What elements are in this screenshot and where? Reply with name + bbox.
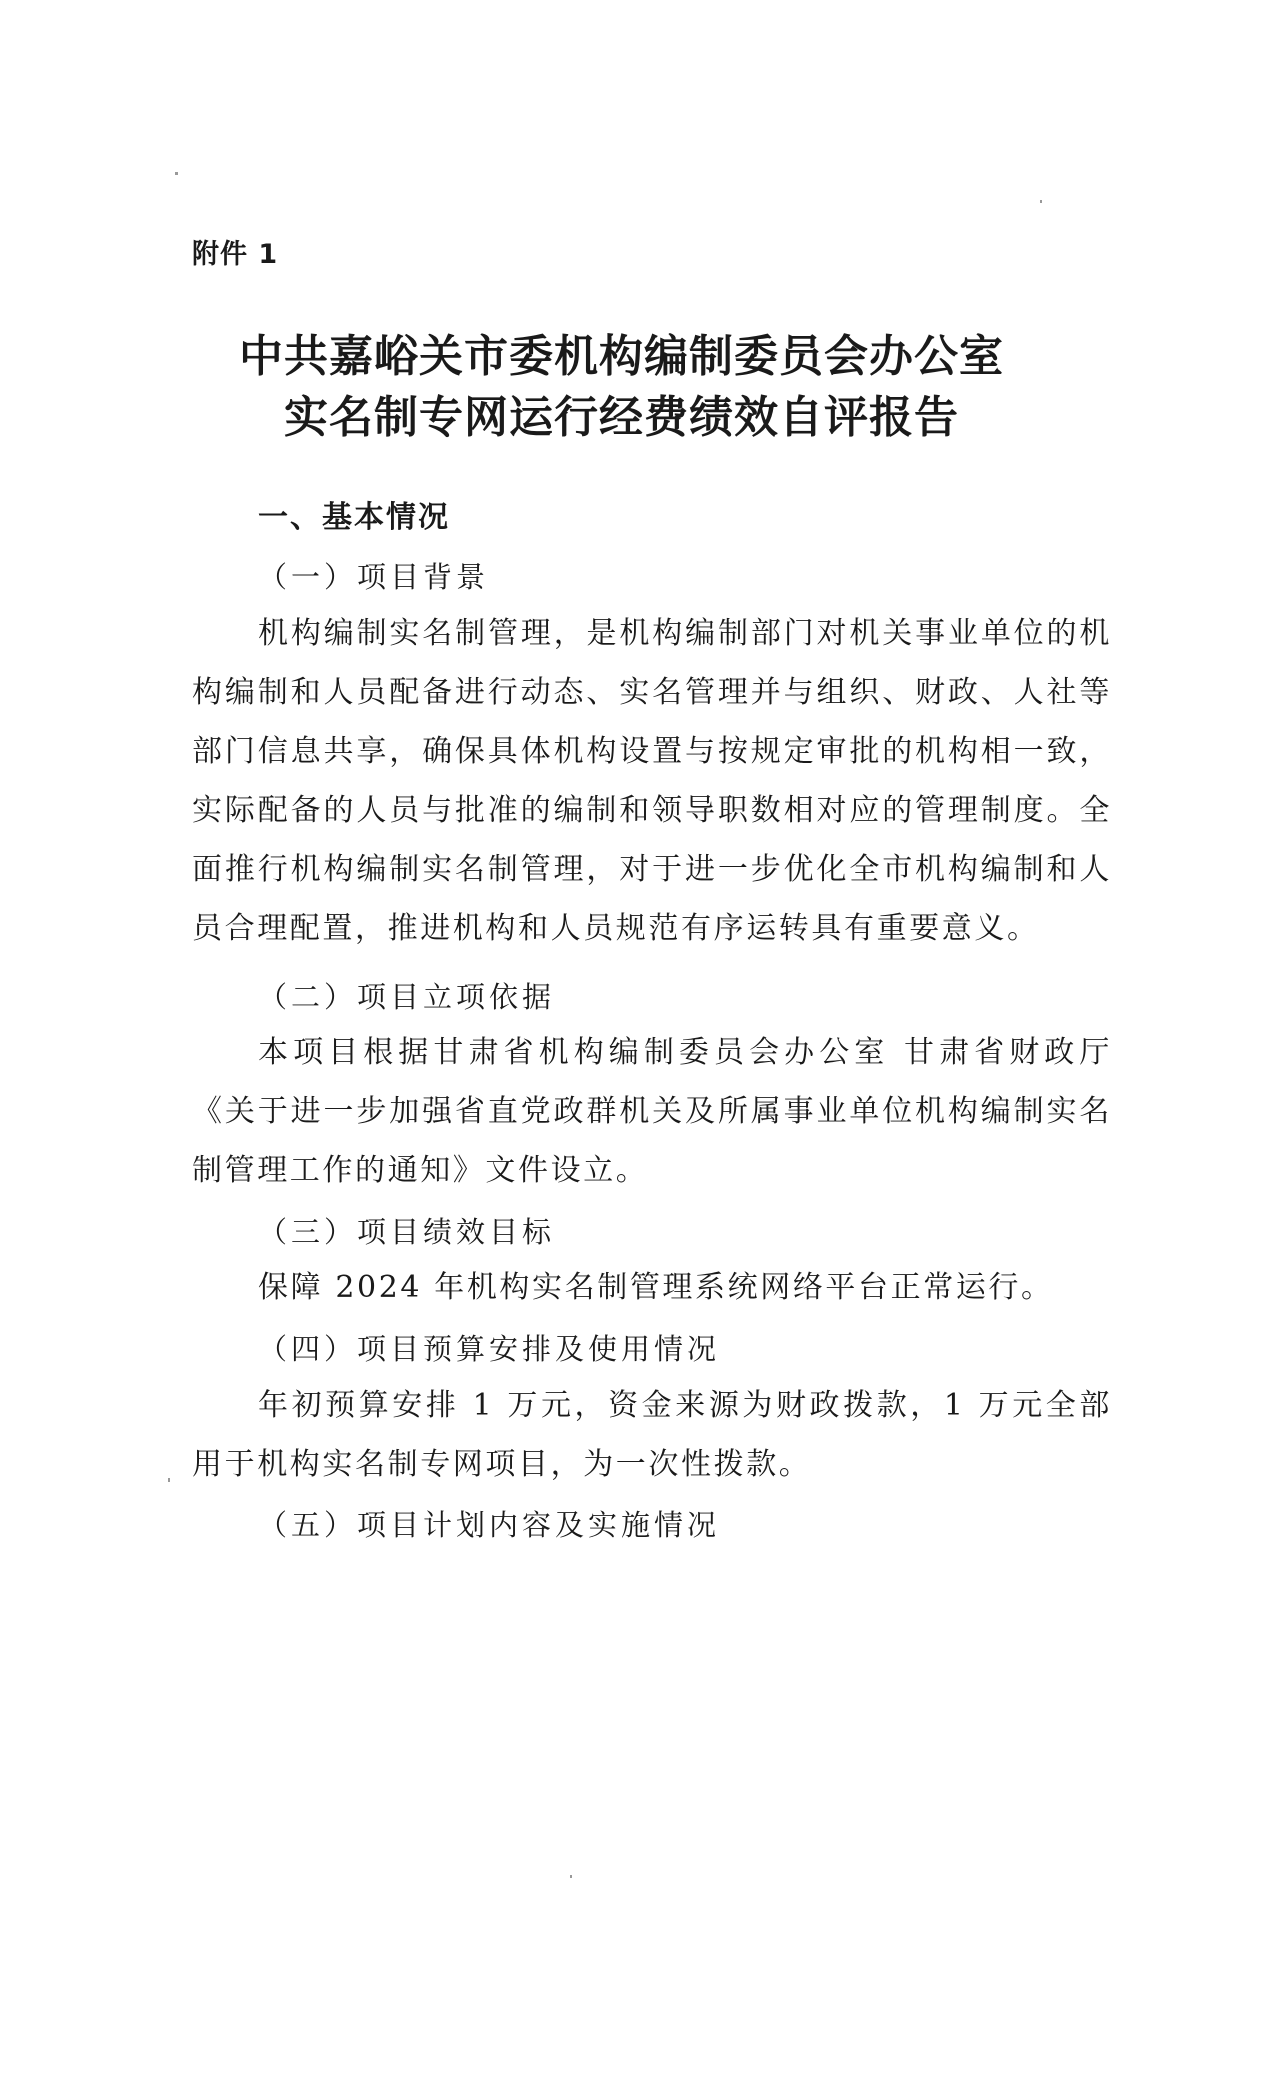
subheading-project-basis: （二）项目立项依据 — [258, 980, 556, 1014]
scan-speck — [168, 1478, 170, 1482]
scan-speck — [1040, 200, 1042, 203]
report-title-line-1: 中共嘉峪关市委机构编制委员会办公室 — [239, 331, 1004, 382]
scan-speck — [570, 1875, 572, 1878]
attachment-label: 附件 1 — [192, 239, 279, 270]
subheading-budget-usage: （四）项目预算安排及使用情况 — [258, 1332, 721, 1366]
subheading-performance-goal: （三）项目绩效目标 — [258, 1215, 556, 1249]
paragraph-performance-goal: 保障 2024 年机构实名制管理系统网络平台正常运行。 — [258, 1270, 1054, 1305]
section-heading-basic-info: 一、基本情况 — [258, 500, 450, 535]
subheading-project-background: （一）项目背景 — [258, 560, 490, 594]
paragraph-budget-usage: 年初预算安排 1 万元，资金来源为财政拨款，1 万元全部用于机构实名制专网项目，为一次性拨款。 — [192, 1388, 1112, 1482]
paragraph-project-background: 机构编制实名制管理，是机构编制部门对机关事业单位的机构编制和人员配备进行动态、实名管理并与组织、财政、人社等部门信息共享，确保具体机构设置与按规定审批的机构相一致，实际配备的人员与批准的编制和领导职数相对应的管理制度。全面推行机构编制实名制管理，对于进一步优化全市机构编制和人员合理配置，推进机构和人员规范有序运转具有重要意义。 — [192, 616, 1112, 946]
subheading-plan-implementation: （五）项目计划内容及实施情况 — [258, 1508, 721, 1542]
paragraph-project-basis: 本项目根据甘肃省机构编制委员会办公室 甘肃省财政厅《关于进一步加强省直党政群机关及所属事业单位机构编制实名制管理工作的通知》文件设立。 — [192, 1035, 1112, 1188]
report-title-line-2: 实名制专网运行经费绩效自评报告 — [284, 392, 959, 443]
scan-speck — [175, 172, 178, 175]
